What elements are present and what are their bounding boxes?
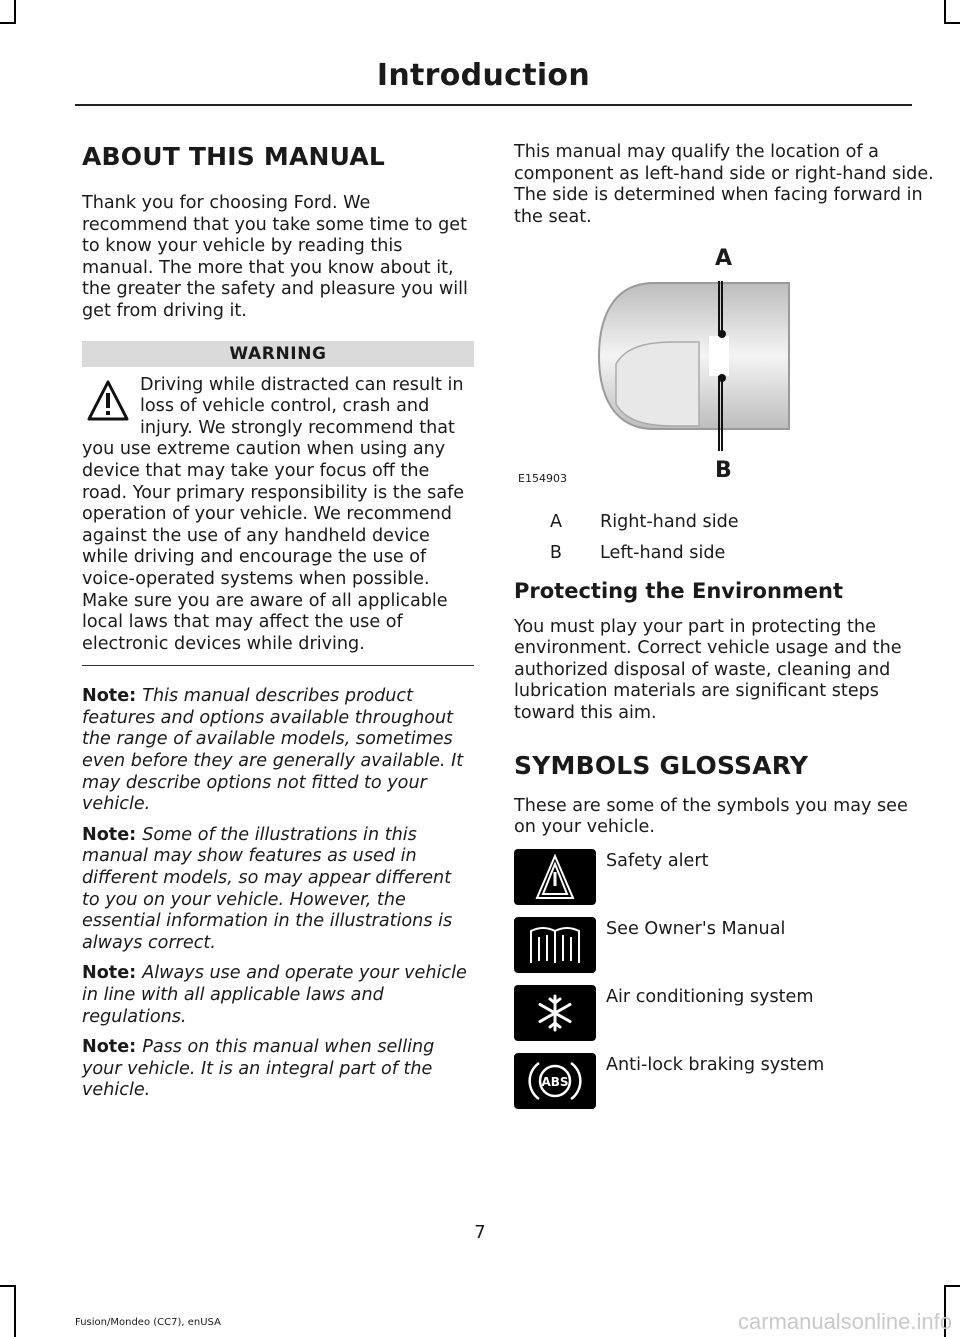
- header-divider: [75, 104, 912, 106]
- note-text: Always use and operate your vehicle in line with all applicable laws and regulations.: [82, 963, 467, 1027]
- symbol-row: [514, 1053, 934, 1121]
- crop-mark: [0, 22, 16, 24]
- location-paragraph: This manual may qualify the location of a component as left-hand side or right-hand side. The side is determined when facing forward in the seat.: [514, 142, 934, 227]
- crop-mark: [944, 0, 946, 22]
- intro-paragraph: Thank you for choosing Ford. We recommend that you take some time to get to know your vehicle by reading this manual. The more that you know about it, the greater the safety and pleasure you will get from driving it.: [82, 193, 468, 321]
- owners-manual-icon: [514, 917, 596, 973]
- watermark: carmanualsonline.info: [737, 1309, 952, 1334]
- section-heading-environment: Protecting the Environment: [514, 578, 844, 603]
- document-identifier: Fusion/Mondeo (CC7), enUSA: [75, 1317, 221, 1328]
- snowflake-icon: [514, 985, 596, 1041]
- crop-mark: [944, 22, 960, 24]
- car-top-view-illustration: [514, 246, 794, 486]
- symbols-intro: These are some of the symbols you may see on your vehicle.: [514, 795, 908, 838]
- diagram-legend: [514, 512, 934, 564]
- warning-text: Driving while distracted can result in loss of vehicle control, crash and injury. We strongly recommend that you use extreme caution when using any device that may take your focus off the road. Your primary responsibility is the safe operation of your vehicle. We recommend against the use of any handheld device while driving and encourage the use of voice-operated systems when possible. Make sure you are aware of all applicable local laws that may affect the use of electronic devices while driving.: [82, 374, 465, 654]
- right-column: [514, 142, 934, 1121]
- warning-triangle-icon: [86, 379, 130, 423]
- warning-title: WARNING: [82, 341, 474, 367]
- note-label: Note:: [82, 824, 137, 845]
- left-column: [82, 142, 474, 1111]
- environment-paragraph: You must play your part in protecting the environment. Correct vehicle usage and the authorized disposal of waste, cleaning and lubrication materials are significant steps toward this aim.: [514, 616, 902, 723]
- note-paragraph: [82, 1037, 474, 1102]
- crop-mark: [0, 1285, 16, 1287]
- vehicle-side-diagram: [514, 246, 794, 486]
- note-text: Pass on this manual when selling your vehicle. It is an integral part of the vehicle.: [82, 1037, 435, 1101]
- note-paragraph: [82, 825, 474, 955]
- symbol-row: [514, 917, 934, 985]
- symbol-label: Anti-lock braking system: [606, 1054, 825, 1075]
- legend-row: [514, 512, 934, 534]
- section-heading-symbols: SYMBOLS GLOSSARY: [514, 750, 809, 780]
- symbols-list: [514, 849, 934, 1121]
- note-paragraph: [82, 963, 474, 1028]
- legend-key: A: [549, 512, 562, 533]
- section-heading-about: ABOUT THIS MANUAL: [82, 142, 386, 171]
- diagram-label-a: A: [715, 246, 733, 272]
- symbol-row: [514, 985, 934, 1053]
- note-text: Some of the illustrations in this manual may show features as used in different models, so may appear different to you on your vehicle. However, the essential information in the illustrations is always correct.: [82, 824, 453, 953]
- note-text: This manual describes product features and options available throughout the range of available models, sometimes even before they are generally available. It may describe options not fitted to your vehicle.: [82, 686, 464, 815]
- warning-box: [82, 341, 474, 667]
- crop-mark: [944, 1285, 960, 1287]
- crop-mark: [14, 0, 16, 22]
- abs-icon-text: ABS: [541, 1074, 569, 1089]
- warning-divider: [82, 665, 474, 666]
- symbol-row: [514, 849, 934, 917]
- abs-icon: [514, 1053, 596, 1109]
- legend-key: B: [549, 542, 562, 563]
- safety-alert-icon: [514, 849, 596, 905]
- note-paragraph: [82, 686, 474, 816]
- note-label: Note:: [82, 686, 137, 707]
- symbol-label: See Owner's Manual: [606, 918, 786, 939]
- legend-value: Right-hand side: [600, 512, 739, 533]
- page-number: 7: [474, 1222, 486, 1243]
- note-label: Note:: [82, 963, 137, 984]
- symbol-label: Air conditioning system: [606, 986, 814, 1007]
- warning-body: [82, 375, 474, 656]
- diagram-label-b: B: [715, 458, 732, 484]
- symbol-label: Safety alert: [606, 850, 709, 871]
- crop-mark: [14, 1285, 16, 1337]
- legend-value: Left-hand side: [600, 542, 726, 563]
- page-title: Introduction: [376, 58, 590, 93]
- legend-row: [514, 543, 934, 565]
- figure-code: E154903: [518, 472, 567, 486]
- note-label: Note:: [82, 1037, 137, 1058]
